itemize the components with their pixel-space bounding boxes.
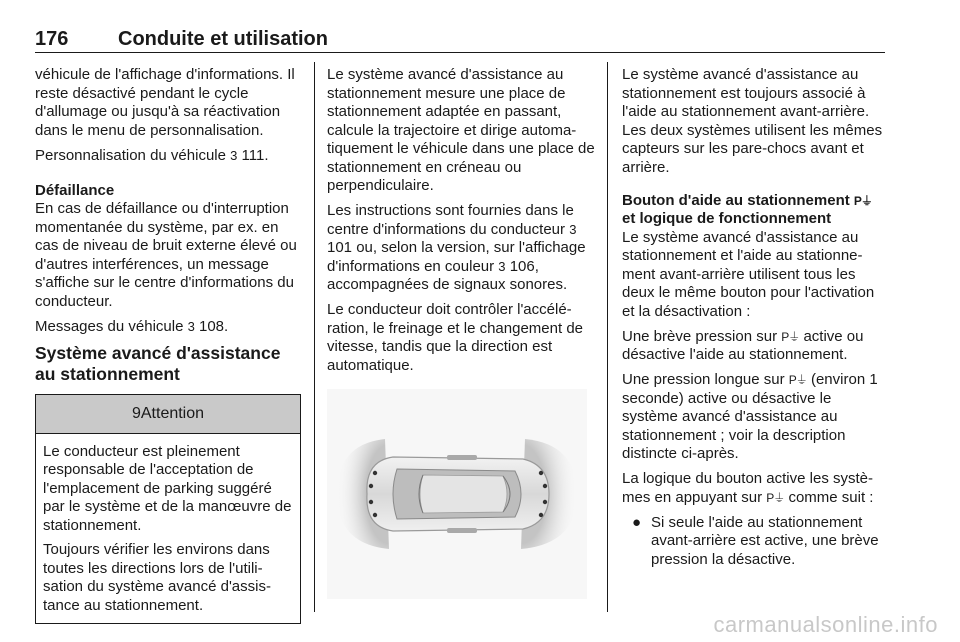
paragraph: Le conducteur doit contrôler l'accélération, le freinage et le changement de vitesse, tandis que la direction est automatique. <box>327 301 584 374</box>
paragraph: Les instructions sont fournies dans le centre d'informations du conducteur 3 101 ou, selon la version, sur l'affichage d'informations en couleur 3 106, accompagnées de signaux sonores. <box>327 202 586 293</box>
page-reference[interactable]: 111. <box>241 146 269 164</box>
list-item: ● Si seule l'aide au stationnement avant-arrière est active, une brève pression la désactive. <box>632 513 879 568</box>
attention-title: Attention <box>140 404 205 422</box>
paragraph: véhicule de l'affichage d'informations. Il reste désactivé pendant le cycle d'allumage ou jusqu'à sa réactivation dans le menu de personnalisation. <box>35 66 295 139</box>
section-heading: Système avancé d'assistance au stationnement <box>35 342 281 384</box>
parking-button-icon: P⏚ <box>788 373 807 387</box>
paragraph: La logique du bouton active les systèmes en appuyant sur P⏚ comme suit : <box>622 470 874 506</box>
watermark: carmanualsonline.info <box>713 612 938 637</box>
chapter-title: Conduite et utilisation <box>118 28 328 50</box>
parking-button-icon: P⏚ <box>781 329 800 344</box>
column-right <box>622 66 888 569</box>
subheading: Bouton d'aide au stationnement P⏚ <box>622 191 872 209</box>
paragraph: Le système avancé d'assistance au stationnement est toujours associé à l'aide au stationnement avant-arrière. Les deux systèmes utilisent les mêmes capteurs sur les pare-chocs avant et arrière. <box>622 66 883 176</box>
attention-paragraph: Le conducteur est pleinement responsable de l'acceptation de l'emplacement de parking suggéré par le système et de la manœuvre de stationnement. <box>43 442 292 534</box>
subheading: Défaillance <box>35 181 115 199</box>
subheading: et logique de fonctionnement <box>622 210 832 227</box>
parking-button-icon: P⏚ <box>853 193 872 208</box>
column-divider <box>314 62 315 612</box>
column-left <box>35 66 301 624</box>
attention-header <box>36 395 300 434</box>
attention-box <box>35 394 301 625</box>
page-reference[interactable]: 108. <box>199 317 229 335</box>
reference-arrow-icon: 3 <box>230 147 238 163</box>
column-divider <box>607 62 608 612</box>
paragraph: Le système avancé d'assistance au stationnement mesure une place de stationnement adaptée en passant, calcule la trajectoire et dirige automatiquement le véhicule dans une place de stationnement en créneau ou perpendiculaire. <box>327 66 595 194</box>
paragraph: Le système avancé d'assistance au stationnement et l'aide au stationnement avant-arrière utilisent tous les deux le même bouton pour l'activation et la désactivation : <box>622 228 875 320</box>
warning-triangle-icon: 9 <box>131 404 141 422</box>
bullet-icon: ● <box>632 513 642 531</box>
parking-sensor-illustration <box>327 389 587 599</box>
reference-arrow-icon: 3 <box>187 318 195 334</box>
paragraph: Messages du véhicule 3 108. <box>35 317 229 335</box>
parking-button-icon: P⏚ <box>766 490 785 505</box>
attention-paragraph: Toujours vérifier les environs dans toutes les directions lors de l'utilisation du système avancé d'assistance au stationnement. <box>43 541 271 614</box>
column-middle <box>327 66 595 599</box>
reference-arrow-icon: 3 <box>498 258 506 274</box>
paragraph: Personnalisation du véhicule 3 111. <box>35 146 269 164</box>
paragraph: En cas de défaillance ou d'interruption momentanée du système, par ex. en cas de niveau de bruit externe élevé ou d'autres interférences, un message s'affiche sur le centre d'informations du conducteur. <box>35 200 297 310</box>
paragraph: Une brève pression sur P⏚ active ou désactive l'aide au stationnement. <box>622 327 864 363</box>
reference-arrow-icon: 3 <box>569 221 577 237</box>
page-number: 176 <box>35 28 69 50</box>
attention-body <box>36 434 300 624</box>
page-header <box>35 28 885 53</box>
paragraph: Une pression longue sur P⏚ (environ 1 seconde) active ou désactive le système avancé d'assistance au stationnement ; voir la description distincte ci-après. <box>622 371 878 462</box>
